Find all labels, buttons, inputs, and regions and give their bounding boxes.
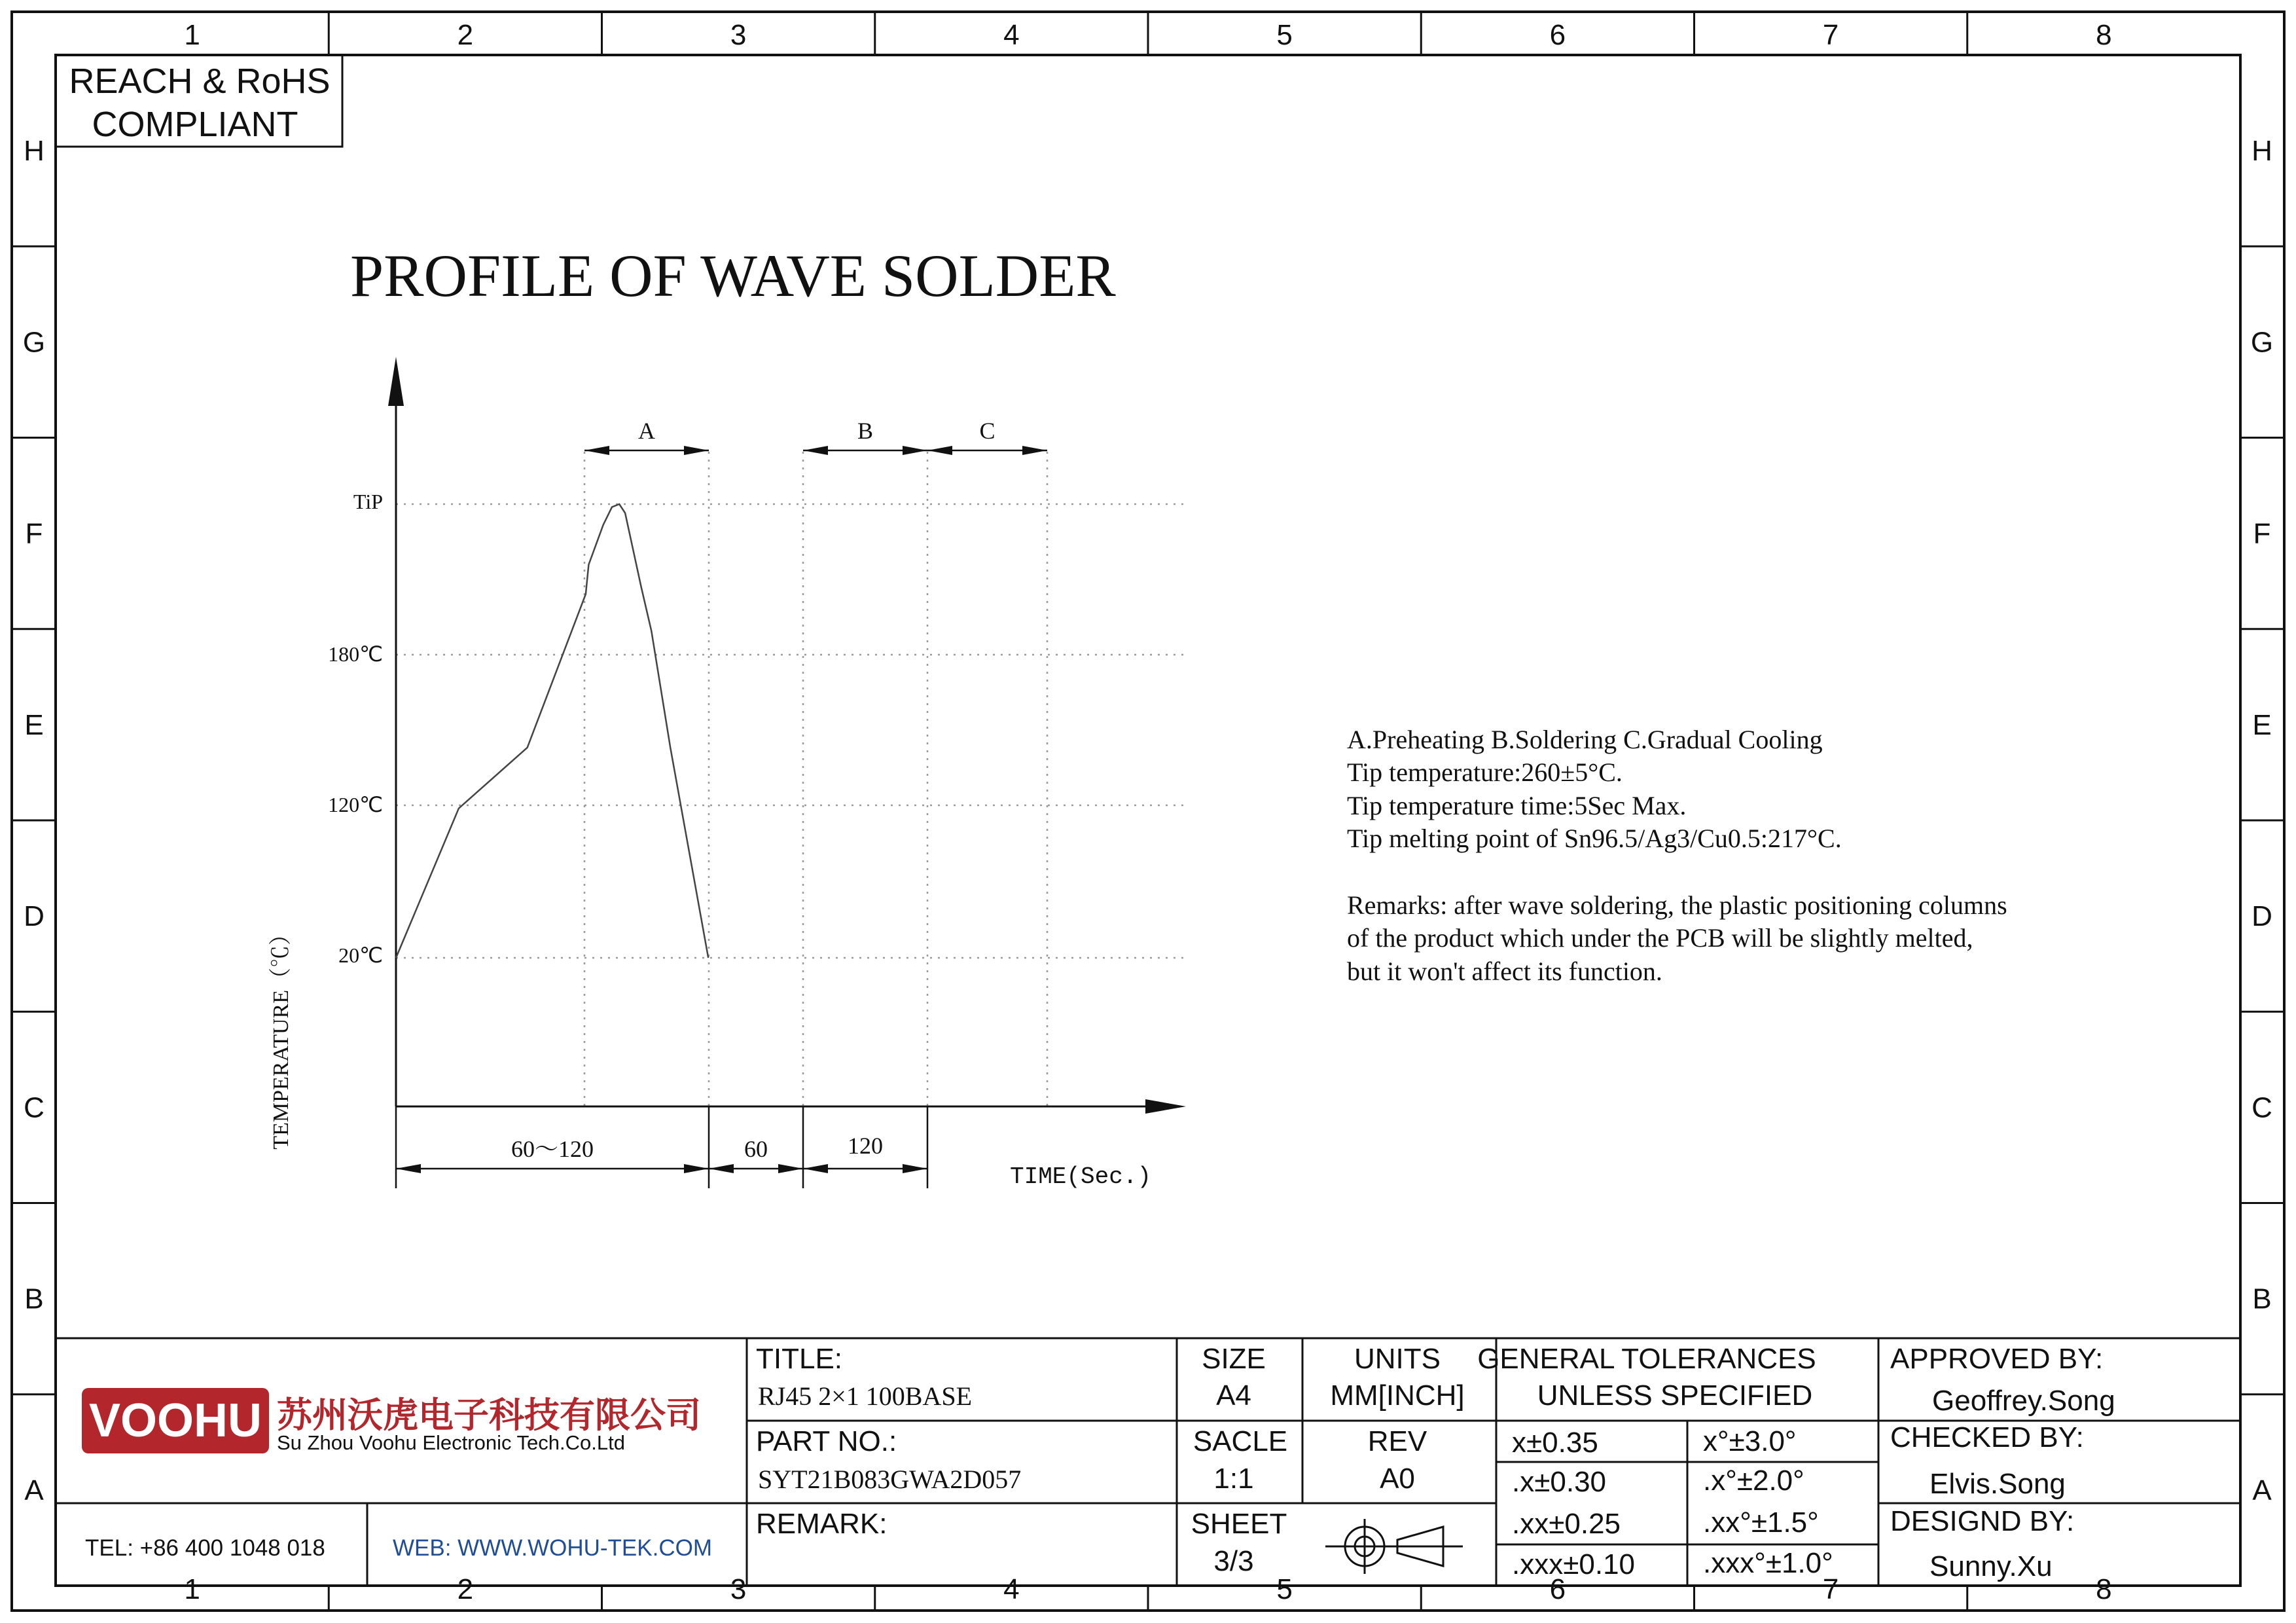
checked-label: CHECKED BY: xyxy=(1890,1421,2084,1453)
remark-line-2: of the product which under the PCB will be slightly melted, xyxy=(1347,923,1973,953)
dimension-arrow xyxy=(903,446,927,455)
note-line-3: Tip temperature time:5Sec Max. xyxy=(1347,791,1687,820)
x-axis-label: TIME(Sec.) xyxy=(1010,1163,1152,1190)
row-label: B xyxy=(2252,1283,2272,1315)
dimension-label: B xyxy=(857,418,874,444)
column-label: 4 xyxy=(1003,19,1020,51)
row-label: D xyxy=(24,900,45,933)
units-value: MM[INCH] xyxy=(1330,1379,1465,1412)
column-label: 1 xyxy=(184,1573,200,1605)
dimension-arrow xyxy=(584,446,609,455)
dimension-arrow xyxy=(903,1164,927,1173)
column-label: 5 xyxy=(1276,1573,1293,1605)
approvals xyxy=(1890,1343,2115,1582)
row-label: H xyxy=(24,135,45,168)
dimension-arrow xyxy=(684,1164,709,1173)
designed-value: Sunny.Xu xyxy=(1929,1550,2053,1582)
dimension-arrow xyxy=(396,1164,421,1173)
row-label: A xyxy=(2252,1474,2272,1506)
title-label: TITLE: xyxy=(756,1343,843,1375)
row-label: E xyxy=(2252,708,2272,741)
dimension-label: 120 xyxy=(848,1133,883,1159)
row-label: B xyxy=(24,1283,44,1315)
tolerance-header-2: UNLESS SPECIFIED xyxy=(1537,1379,1813,1412)
row-label: A xyxy=(24,1474,44,1506)
column-label: 8 xyxy=(2096,19,2112,51)
column-label: 2 xyxy=(457,1573,474,1605)
tolerance-header-1: GENERAL TOLERANCES xyxy=(1477,1343,1816,1375)
row-label: C xyxy=(24,1091,45,1124)
zone-dimensions xyxy=(584,418,1047,455)
dimension-arrow xyxy=(709,1164,734,1173)
remark-line-3: but it won't affect its function. xyxy=(1347,957,1662,986)
dimension-arrow xyxy=(803,1164,828,1173)
part-label: PART NO.: xyxy=(756,1425,897,1457)
column-label: 7 xyxy=(1822,19,1839,51)
y-tick-label: TiP xyxy=(353,490,383,513)
sheet-label: SHEET xyxy=(1191,1508,1287,1540)
column-label: 6 xyxy=(1549,1573,1566,1605)
note-line-4: Tip melting point of Sn96.5/Ag3/Cu0.5:217°C. xyxy=(1347,824,1842,853)
tolerance-angular-3: .xxx°±1.0° xyxy=(1703,1547,1833,1579)
dimension-arrow xyxy=(778,1164,803,1173)
units-label: UNITS xyxy=(1354,1343,1441,1375)
note-line-1: A.Preheating B.Soldering C.Gradual Cooling xyxy=(1347,725,1823,754)
company-web: WEB: WWW.WOHU-TEK.COM xyxy=(393,1535,712,1561)
drawing-title: PROFILE OF WAVE SOLDER xyxy=(350,242,1116,309)
column-label: 4 xyxy=(1003,1573,1020,1605)
column-label: 8 xyxy=(2096,1573,2112,1605)
chart-grid xyxy=(396,452,1183,1106)
tolerance-linear-2: .xx±0.25 xyxy=(1512,1508,1621,1540)
y-tick-label: 120℃ xyxy=(328,793,383,816)
remark-label: REMARK: xyxy=(756,1508,888,1540)
compliance-line2: COMPLIANT xyxy=(92,105,298,144)
compliance-line1: REACH & RoHS xyxy=(69,62,331,101)
designed-label: DESIGND BY: xyxy=(1890,1505,2075,1537)
x-axis-arrow xyxy=(1145,1099,1186,1114)
voohu-logo-text: VOOHU xyxy=(88,1395,262,1447)
title-block xyxy=(56,1338,2240,1586)
scale-label: SACLE xyxy=(1193,1425,1288,1457)
dimension-label: A xyxy=(638,418,655,444)
tolerance-linear-3: .xxx±0.10 xyxy=(1512,1548,1636,1580)
solder-profile-chart xyxy=(269,357,1186,1190)
row-label: C xyxy=(2251,1091,2272,1124)
row-label: G xyxy=(2250,326,2274,359)
row-label: F xyxy=(25,517,43,550)
profile-line xyxy=(396,504,708,958)
column-label: 1 xyxy=(184,19,200,51)
column-label: 3 xyxy=(730,1573,747,1605)
remark-line-1: Remarks: after wave soldering, the plastic positioning columns xyxy=(1347,890,2007,920)
row-label: G xyxy=(22,326,46,359)
y-axis-arrow xyxy=(388,357,404,406)
time-dimensions xyxy=(396,1106,927,1188)
first-angle-projection-icon xyxy=(1325,1519,1463,1574)
sheet-value: 3/3 xyxy=(1213,1545,1254,1577)
title-value: RJ45 2×1 100BASE xyxy=(758,1381,973,1411)
dimension-arrow xyxy=(684,446,709,455)
dimension-arrow xyxy=(1022,446,1047,455)
y-tick-label: 20℃ xyxy=(338,943,383,967)
note-line-2: Tip temperature:260±5°C. xyxy=(1347,757,1623,787)
y-tick-label: 180℃ xyxy=(328,642,383,666)
column-label: 2 xyxy=(457,19,474,51)
company-tel: TEL: +86 400 1048 018 xyxy=(85,1535,325,1561)
tolerance-linear-0: x±0.35 xyxy=(1512,1427,1598,1459)
dimension-arrow xyxy=(803,446,828,455)
column-label: 7 xyxy=(1822,1573,1839,1605)
tolerance-angular-2: .xx°±1.5° xyxy=(1703,1506,1819,1539)
checked-value: Elvis.Song xyxy=(1929,1468,2066,1500)
size-value: A4 xyxy=(1216,1379,1251,1412)
rev-label: REV xyxy=(1367,1425,1427,1457)
company-name-en: Su Zhou Voohu Electronic Tech.Co.Ltd xyxy=(277,1431,625,1454)
approved-label: APPROVED BY: xyxy=(1890,1343,2104,1375)
dimension-label: 60 xyxy=(744,1136,768,1162)
y-axis-label: TEMPERATURE（℃） xyxy=(269,923,293,1150)
part-value: SYT21B083GWA2D057 xyxy=(758,1465,1022,1494)
tolerance-angular-0: x°±3.0° xyxy=(1703,1425,1797,1457)
y-tick-labels xyxy=(328,490,383,967)
spec-cells xyxy=(1191,1343,1465,1577)
column-label: 6 xyxy=(1549,19,1566,51)
notes xyxy=(1347,725,2007,986)
dimension-arrow xyxy=(927,446,952,455)
approved-value: Geoffrey.Song xyxy=(1932,1385,2115,1417)
column-label: 5 xyxy=(1276,19,1293,51)
row-label: E xyxy=(24,708,44,741)
tolerance-angular-1: .x°±2.0° xyxy=(1703,1465,1804,1497)
dimension-label: C xyxy=(979,418,996,444)
size-label: SIZE xyxy=(1202,1343,1266,1375)
row-label: D xyxy=(2251,900,2272,933)
scale-value: 1:1 xyxy=(1213,1463,1254,1495)
row-label: H xyxy=(2251,135,2272,168)
company-name-cn: 苏州沃虎电子科技有限公司 xyxy=(277,1396,701,1435)
row-label: F xyxy=(2253,517,2271,550)
dimension-label: 60～120 xyxy=(511,1136,594,1162)
tolerance-linear-1: .x±0.30 xyxy=(1512,1466,1607,1498)
rev-value: A0 xyxy=(1380,1463,1415,1495)
column-label: 3 xyxy=(730,19,747,51)
